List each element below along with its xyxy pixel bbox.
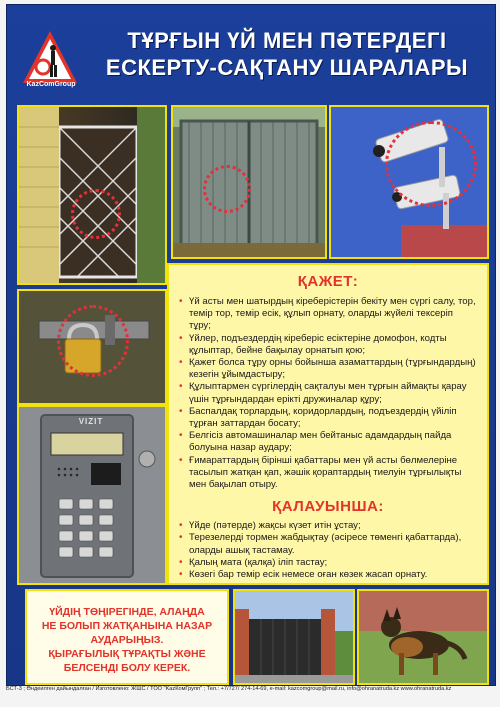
bullet-icon: • bbox=[179, 332, 183, 344]
list-item-text: Құлыптармен сүргілердің сақталуы мен тұрғын аймақты қарау үшін тұрғындардан ерікті дружиналар құру; bbox=[189, 381, 467, 405]
photo-door-grille bbox=[17, 105, 167, 285]
list-item bbox=[179, 333, 477, 357]
photo-metal-gate bbox=[171, 105, 327, 259]
logo-caption: KazComGroup bbox=[26, 81, 76, 88]
message-line-5: БЕЛСЕНДІ БОЛУ КЕРЕК. bbox=[63, 662, 191, 674]
list-item-text: Үй асты мен шатырдың кіреберістерін бекіту мен сүргі салу, тор, темір тор, темір есік, құлып орнату, оларды жүйелі тексеріп тұру; bbox=[189, 296, 476, 332]
photo-intercom bbox=[17, 405, 167, 585]
bullet-icon: • bbox=[179, 532, 183, 544]
kazcomgroup-logo bbox=[21, 29, 79, 85]
photo-guard-dog bbox=[357, 589, 489, 685]
list-item bbox=[179, 357, 477, 381]
footer-credits: БСТ-3 ; Өндеилген дайындалған / Изготовлено: ЖШС / ТОО "KazКомГрупп" ; Тел.: +7/727/ 274-14-69, e-mail: kazcomgroup@mail.ru, info@ohranatruda.kz www.ohranatruda.kz bbox=[6, 686, 452, 692]
message-line-2: НЕ БОЛЫП ЖАТҚАНЫНА НАЗАР bbox=[41, 620, 213, 632]
list-item bbox=[179, 520, 477, 532]
highlight-circle bbox=[203, 165, 251, 213]
title-line-1: ТҰРҒЫН ҮЙ МЕН ПӘТЕРДЕГІ bbox=[127, 28, 447, 53]
photo-padlock-bolt bbox=[17, 289, 167, 405]
intercom-brand: VIZIT bbox=[78, 417, 104, 426]
list-item bbox=[179, 569, 477, 581]
wish-list bbox=[179, 520, 477, 581]
photo-security-cameras bbox=[329, 105, 489, 259]
bullet-icon: • bbox=[179, 569, 183, 581]
bullet-icon: • bbox=[179, 454, 183, 466]
list-item-text: Қалың мата (қалқа) іліп тастау; bbox=[189, 556, 328, 568]
poster bbox=[6, 4, 496, 686]
list-item bbox=[179, 406, 477, 430]
list-item-text: Белгісіз автомашиналар мен бейтаныс адамдардың пайда болуына назар аудару; bbox=[189, 430, 452, 454]
list-item bbox=[179, 455, 477, 492]
list-item-text: Үйлер, подъездердің кіреберіс есіктеріне домофон, кодты құлыптар, бейне бақылау орнатып қою; bbox=[189, 332, 447, 356]
list-item bbox=[179, 296, 477, 333]
wish-title: ҚАЛАУЫНША: bbox=[272, 498, 384, 516]
title-line-2: ЕСКЕРТУ-САҚТАНУ ШАРАЛАРЫ bbox=[105, 55, 469, 80]
list-item bbox=[179, 381, 477, 405]
text-panel bbox=[167, 263, 489, 585]
bullet-icon: • bbox=[179, 357, 183, 369]
message-line-4: ҚЫРАҒЫЛЫҚ ТҰРАҚТЫ ЖӘНЕ bbox=[48, 648, 206, 660]
needed-list bbox=[179, 296, 477, 491]
list-item-text: Ғимараттардың бірінші қабаттары мен үй асты бөлмелеріне тасылып жатқан қап, жәшік қораптардың тиелуін тұрғылықты мен бақылап отыру. bbox=[189, 454, 462, 491]
highlight-circle bbox=[57, 305, 129, 377]
message-line-1: ҮЙДІҢ ТӨҢІРЕГІНДЕ, АЛАҢДА bbox=[49, 606, 205, 618]
bullet-icon: • bbox=[179, 430, 183, 442]
bullet-icon: • bbox=[179, 520, 183, 532]
highlight-circle bbox=[71, 189, 121, 239]
page-title bbox=[97, 27, 477, 81]
needed-title: ҚАЖЕТ: bbox=[297, 273, 359, 290]
list-item-text: Қажет болса тұру орны бойынша азаматтардың (тұрғындардың) кезегін ұйымдастыру; bbox=[189, 357, 476, 381]
bullet-icon: • bbox=[179, 405, 183, 417]
list-item bbox=[179, 532, 477, 556]
highlight-circle bbox=[385, 121, 477, 207]
list-item bbox=[179, 430, 477, 454]
warning-message-box bbox=[25, 589, 229, 685]
bullet-icon: • bbox=[179, 381, 183, 393]
message-line-3: АУДАРЫҢЫЗ. bbox=[90, 634, 164, 646]
bullet-icon: • bbox=[179, 296, 183, 307]
list-item bbox=[179, 557, 477, 569]
list-item-text: Көзегі бар темір есік немесе оған көзек жасап орнату. bbox=[189, 569, 428, 581]
list-item-text: Үйде (пәтерде) жақсы күзет итін ұстау; bbox=[189, 520, 361, 532]
list-item-text: Терезелерді тормен жабдықтау (әсіресе төменгі қабаттарда), оларды ашық тастамау. bbox=[189, 532, 462, 556]
list-item-text: Баспалдақ торлардың, коридорлардың, подъездердің үйіліп тұрған заттардан босату; bbox=[189, 405, 457, 430]
photo-brick-fence-gate bbox=[233, 589, 355, 685]
bullet-icon: • bbox=[179, 556, 183, 568]
